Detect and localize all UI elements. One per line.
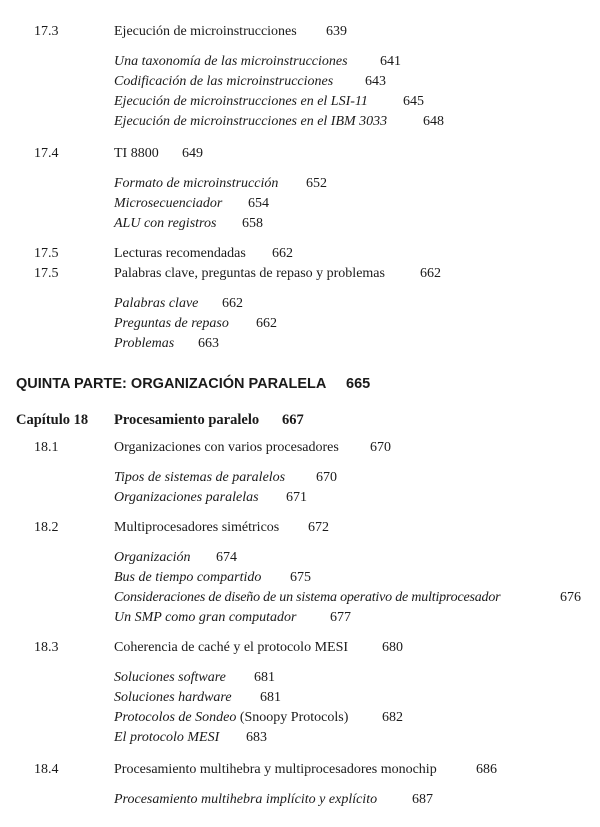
subsection-title: ALU con registros [114, 216, 217, 231]
page-number: 639 [326, 24, 347, 39]
subsection-title-english: (Snoopy Protocols) [239, 710, 349, 725]
page-number: 662 [222, 296, 243, 311]
section-title: Lecturas recomendadas [114, 246, 246, 261]
section-title: Organizaciones con varios procesadores [114, 440, 339, 455]
section-number: 18.3 [34, 640, 59, 655]
page-number: 681 [260, 690, 281, 705]
page-number: 663 [198, 336, 219, 351]
section-number: 18.4 [34, 762, 59, 777]
page-number: 648 [423, 114, 444, 129]
subsection-title: El protocolo MESI [114, 730, 220, 745]
chapter-title: Procesamiento paralelo [114, 412, 260, 428]
page-number: 670 [370, 440, 391, 455]
subsection-title: Preguntas de repaso [114, 316, 229, 331]
part-page-number: 665 [346, 376, 371, 392]
page-number: 677 [330, 610, 351, 625]
part-title: QUINTA PARTE: ORGANIZACIÓN PARALELA [16, 376, 327, 392]
subsection-title-main: Protocolos de Sondeo [114, 710, 237, 725]
section-number: 17.4 [34, 146, 59, 161]
subsection-title: Una taxonomía de las microinstrucciones [114, 54, 348, 69]
section-title: Ejecución de microinstrucciones [114, 24, 297, 39]
page-number: 674 [216, 550, 237, 565]
page-number: 649 [182, 146, 203, 161]
page-number: 681 [254, 670, 275, 685]
subsection-title: Soluciones hardware [114, 690, 232, 705]
section-title: Procesamiento multihebra y multiprocesadores monochip [114, 762, 437, 777]
subsection-title: Organizaciones paralelas [114, 490, 259, 505]
page-number: 670 [316, 470, 337, 485]
page-number: 680 [382, 640, 403, 655]
section-number: 17.5 [34, 246, 59, 261]
page-number: 662 [256, 316, 277, 331]
section-number: 18.1 [34, 440, 59, 455]
page-number: 686 [476, 762, 497, 777]
page-number: 683 [246, 730, 267, 745]
chapter-label: Capítulo 18 [16, 412, 89, 428]
page-number: 676 [560, 590, 581, 605]
section-number: 17.3 [34, 24, 59, 39]
page-number: 682 [382, 710, 403, 725]
subsection-title: Un SMP como gran computador [114, 610, 297, 625]
subsection-title [114, 710, 348, 726]
subsection-title: Tipos de sistemas de paralelos [114, 470, 286, 485]
subsection-title: Problemas [114, 336, 175, 351]
page-number: 672 [308, 520, 329, 535]
section-title: Multiprocesadores simétricos [114, 520, 280, 535]
subsection-title: Formato de microinstrucción [114, 176, 279, 191]
section-number: 17.5 [34, 266, 59, 281]
page-number: 675 [290, 570, 311, 585]
section-number: 18.2 [34, 520, 59, 535]
page-number: 643 [365, 74, 386, 89]
subsection-title: Procesamiento multihebra implícito y explícito [114, 792, 378, 807]
section-title: Palabras clave, preguntas de repaso y problemas [114, 266, 385, 281]
subsection-title: Ejecución de microinstrucciones en el IBM 3033 [114, 114, 388, 129]
subsection-title: Consideraciones de diseño de un sistema operativo de multiprocesador [114, 590, 501, 605]
subsection-title: Palabras clave [114, 296, 199, 311]
page-number: 687 [412, 792, 433, 807]
subsection-title: Ejecución de microinstrucciones en el LSI-11 [114, 94, 368, 109]
subsection-title: Bus de tiempo compartido [114, 570, 262, 585]
page-number: 671 [286, 490, 307, 505]
chapter-page-number: 667 [282, 412, 304, 428]
page-number: 662 [420, 266, 441, 281]
subsection-title: Codificación de las microinstrucciones [114, 74, 334, 89]
section-title: TI 8800 [114, 146, 159, 161]
subsection-title: Organización [114, 550, 191, 565]
section-title: Coherencia de caché y el protocolo MESI [114, 640, 349, 655]
page-number: 654 [248, 196, 269, 211]
page-number: 652 [306, 176, 327, 191]
subsection-title: Soluciones software [114, 670, 226, 685]
page-number: 645 [403, 94, 424, 109]
subsection-title: Microsecuenciador [114, 196, 223, 211]
page-number: 641 [380, 54, 401, 69]
page-number: 662 [272, 246, 293, 261]
page-number: 658 [242, 216, 263, 231]
